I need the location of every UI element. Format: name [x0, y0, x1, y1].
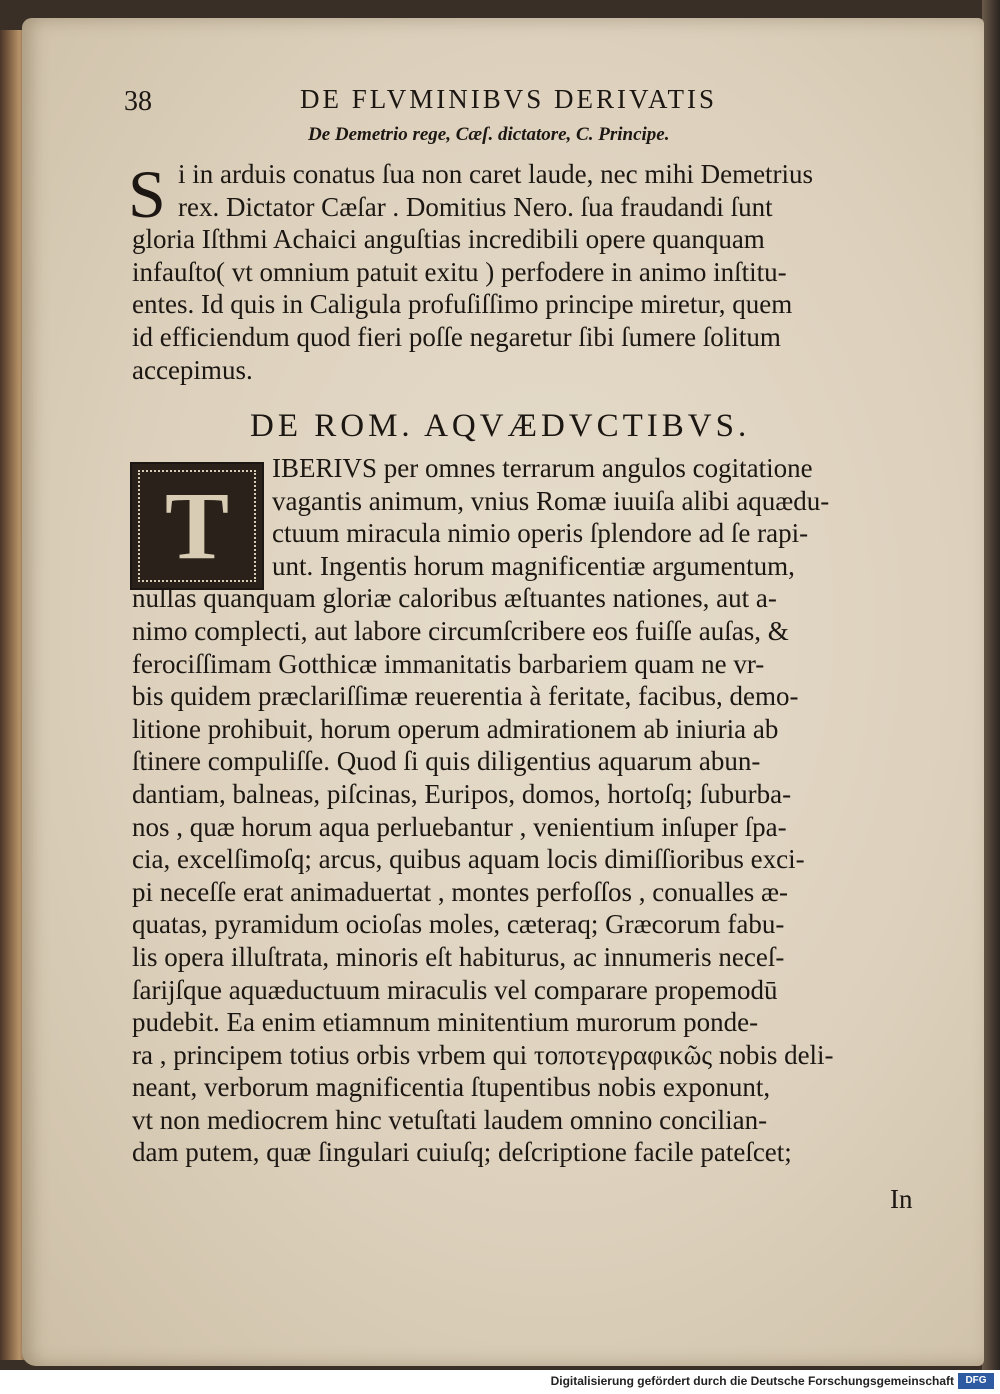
text-line: nullas quanquam gloriæ caloribus æſtuantes nationes, aut a- [132, 583, 777, 614]
text-line: rex. Dictator Cæſar . Domitius Nero. ſua fraudandi ſunt [178, 191, 773, 222]
text-line: ra , principem totius orbis vrbem qui τοποτεγραφικῶς nobis deli- [132, 1039, 834, 1070]
text-line: ſtinere compuliſſe. Quod ſi quis diligentius aquarum abun- [132, 746, 761, 777]
text-line: neant, verborum magnificentia ſtupentibus nobis exponunt, [132, 1072, 771, 1103]
text-line: unt. Ingentis horum magnificentiæ argumentum, [272, 550, 795, 581]
page-edge [982, 0, 1000, 1370]
text-line: dam putem, quæ ſingulari cuiuſq; deſcriptione facile pateſcet; [132, 1137, 792, 1168]
text-line: IBERIVS per omnes terrarum angulos cogitatione [272, 453, 813, 483]
text-line: dantiam, balneas, piſcinas, Euripos, domos, hortoſq; ſuburba- [132, 778, 792, 809]
initial-letter: T [164, 472, 230, 579]
text-line: ſarijſque aquæductuum miraculis vel comparare propemodū [132, 974, 778, 1005]
text-line: quatas, pyramidum ocioſas moles, cæteraq; Græcorum fabu- [132, 909, 785, 940]
text-line: nos , quæ horum aqua perluebantur , venientium inſuper ſpa- [132, 811, 787, 842]
funding-credit: Digitalisierung gefördert durch die Deutsche Forschungsgemeinschaft [550, 1374, 954, 1388]
page-number: 38 [124, 86, 152, 117]
text-line: nimo complecti, aut labore circumſcribere eos fuiſſe auſas, & [132, 615, 789, 646]
paragraph-1 [132, 158, 814, 386]
text-line: lis opera illuſtrata, minoris eſt habiturus, ac innumeris neceſ- [132, 941, 785, 972]
text-line: i in arduis conatus ſua non caret laude, nec mihi Demetrius [178, 159, 814, 189]
running-head: DE FLVMINIBVS DERIVATIS [300, 84, 718, 114]
text-line: entes. Id quis in Caligula profuſiſſimo principe miretur, quem [132, 289, 793, 320]
text-line: pi neceſſe erat animaduertat , montes perfoſſos , conualles æ- [132, 876, 789, 907]
text-line: vt non mediocrem hinc vetuſtati laudem omnino concilian- [132, 1104, 768, 1135]
text-line: pudebit. Ea enim etiamnum minitentium murorum ponde- [132, 1007, 759, 1038]
text-line: litione prohibuit, horum operum admirationem ab iniuria ab [132, 713, 779, 744]
text-line: ferociſſimam Gotthicæ immanitatis barbariem quam ne vr- [132, 648, 765, 679]
text-line: id efficiendum quod fieri poſſe negaretur ſibi ſumere ſolitum [132, 321, 781, 352]
dfg-logo: DFG [958, 1373, 994, 1389]
catchword: In [890, 1184, 913, 1214]
text-line: infauſto( vt omnium patuit exitu ) perfodere in animo inſtitu- [132, 256, 787, 287]
paragraph-2 [132, 452, 834, 1169]
text-line: bis quidem præclariſſimæ reuerentia à feritate, facibus, demo- [132, 681, 799, 712]
drop-initial-s: S [128, 156, 166, 232]
text-line: vagantis animum, vnius Romæ iuuiſa alibi aquædu- [272, 485, 830, 516]
text-line: gloria Iſthmi Achaici anguſtias incredibili opere quanquam [132, 224, 765, 255]
subheading: De Demetrio rege, Cæſ. dictatore, C. Principe. [308, 124, 670, 145]
text-line: ctuum miracula nimio operis ſplendore ad ſe rapi- [272, 518, 809, 549]
text-line: accepimus. [132, 354, 253, 385]
section-title: DE ROM. AQVÆDVCTIBVS. [250, 408, 751, 444]
text-line: cia, excelſimoſq; arcus, quibus aquam locis dimiſſioribus exci- [132, 844, 805, 875]
